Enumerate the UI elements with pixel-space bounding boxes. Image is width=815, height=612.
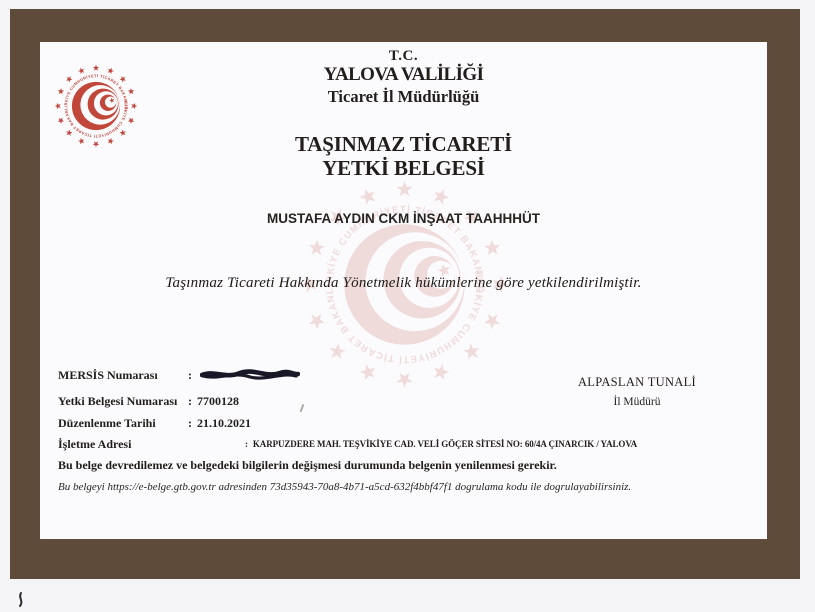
field-row-issue-date (58, 416, 758, 432)
field-label: Yetki Belgesi Numarası (58, 394, 178, 408)
signature-block (537, 375, 737, 408)
field-value: : (188, 368, 300, 383)
signatory-name: ALPASLAN TUNALİ (577, 375, 697, 389)
signatory-title: İl Müdürü (613, 396, 661, 408)
header-directorate: Ticaret İl Müdürlüğü (327, 87, 480, 106)
field-value: : 21.10.2021 (188, 416, 251, 430)
certificate-title-line2: YETKİ BELGESİ (322, 156, 485, 180)
certificate-title-line1: TAŞINMAZ TİCARETİ (295, 132, 512, 156)
header-governorship: YALOVA VALİLİĞİ (323, 64, 484, 85)
field-row-business-address (58, 437, 758, 453)
authorization-statement: Taşınmaz Ticareti Hakkında Yönetmelik hükümlerine göre yetkilendirilmiştir. (165, 275, 642, 291)
redaction-scribble (200, 369, 300, 381)
certificate-paper (40, 42, 767, 539)
field-label: İşletme Adresi (58, 437, 132, 451)
header-republic: T.C. (388, 48, 419, 64)
non-transferable-note: Bu belge devredilemez ve belgedeki bilgilerin değişmesi durumunda belgenin yenilenmesi gerekir. (58, 458, 557, 472)
field-value: : 7700128 (188, 394, 239, 408)
stray-ink-mark (16, 591, 30, 609)
verification-note: Bu belgeyi https://e-belge.gtb.gov.tr adresinden 73d35943-70a8-4b71-a5cd-632f4bbf47f1 dogrulama kodu ile dogrulayabilirsiniz. (58, 481, 632, 493)
field-value: : KARPUZDERE MAH. TEŞVİKİYE CAD. VELİ GÖÇER SİTESİ NO: 60/4A ÇINARCIK / YALOVA (245, 439, 637, 449)
holder-name: MUSTAFA AYDIN CKM İNŞAAT TAAHHHÜT (267, 211, 540, 226)
field-label: Düzenlenme Tarihi (58, 416, 156, 430)
field-label: MERSİS Numarası (58, 368, 158, 382)
